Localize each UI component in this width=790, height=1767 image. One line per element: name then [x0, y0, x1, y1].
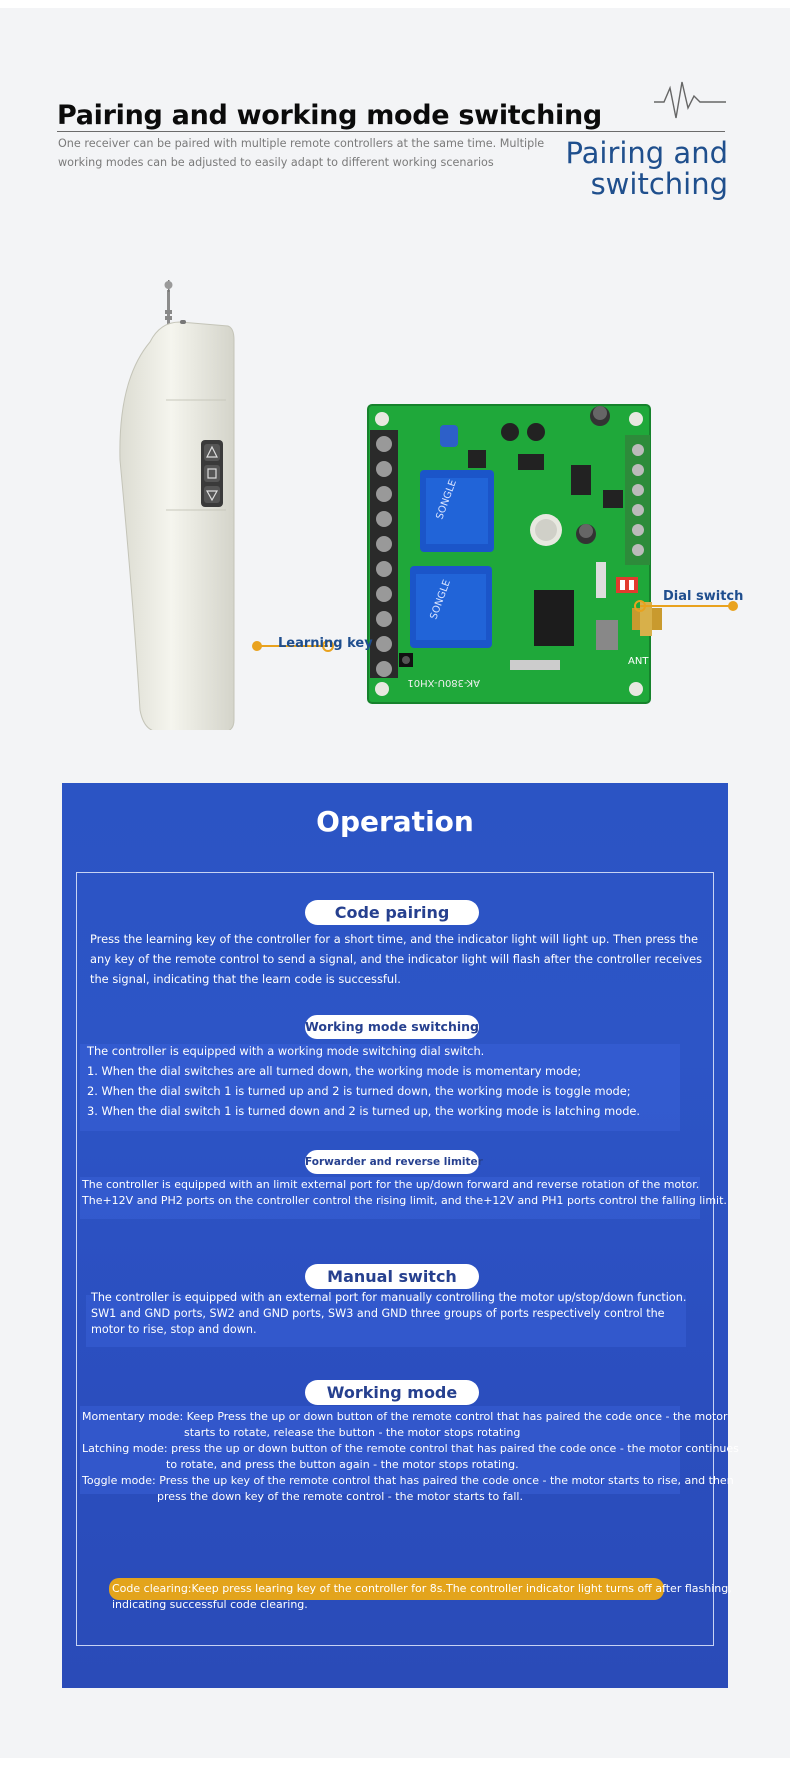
- learning-key-label: Learning key: [278, 636, 373, 651]
- top-strip: [0, 0, 790, 8]
- pulse-line-icon: [654, 78, 726, 120]
- toggle-mode-line-2: press the down key of the remote control - the motor starts to fall.: [157, 1490, 523, 1503]
- page-subtitle: One receiver can be paired with multiple remote controllers at the same time. Multiple working modes can be adjusted to easily adapt to different working scenarios: [58, 137, 545, 169]
- limiter-line-1: The controller is equipped with an limit external port for the up/down forward and reverse rotation of the motor.: [82, 1178, 700, 1191]
- relay-brand-1: SONGLE: [434, 478, 459, 522]
- mode-switching-item-1: 1. When the dial switches are all turned down, the working mode is momentary mode;: [87, 1064, 582, 1078]
- momentary-mode-line-1: Momentary mode: Keep Press the up or down button of the remote control that has paired the code once - the motor: [82, 1410, 728, 1423]
- code-clearing-line-1: Code clearing:Keep press learing key of the controller for 8s.The controller indicator light turns off after flashing,: [112, 1582, 732, 1595]
- code-pairing-heading: Code pairing: [305, 900, 479, 925]
- ant-label: ANT: [628, 656, 649, 667]
- manual-switch-text: The controller is equipped with an external port for manually controlling the motor up/stop/down function. SW1 and GND ports, SW2 and GND ports, SW3 and GND three groups of ports respectively control the motor to rise, stop and down.: [91, 1291, 687, 1336]
- limiter-line-2: The+12V and PH2 ports on the controller control the rising limit, and the+12V and PH1 ports control the falling limit.: [82, 1194, 727, 1207]
- mode-switching-item-3: 3. When the dial switch 1 is turned down and 2 is turned up, the working mode is latching mode.: [87, 1104, 641, 1118]
- receiver-board-image: [368, 405, 662, 703]
- limiter-heading: Forwarder and reverse limiter: [305, 1150, 479, 1174]
- working-mode-heading: Working mode: [305, 1380, 479, 1405]
- latching-mode-line-1: Latching mode: press the up or down button of the remote control that has paired the code once - the motor continues: [82, 1442, 739, 1455]
- mode-switching-heading: Working mode switching: [305, 1015, 479, 1039]
- product-drawing: [110, 280, 750, 730]
- latching-mode-line-2: to rotate, and press the button again - the motor stops rotating.: [166, 1458, 519, 1471]
- side-title-line1: Pairing and: [565, 136, 728, 170]
- toggle-mode-line-1: Toggle mode: Press the up key of the remote control that has paired the code once - the motor starts to rise, and then: [82, 1474, 734, 1487]
- manual-switch-heading: Manual switch: [305, 1264, 479, 1289]
- side-title-line2: switching: [590, 167, 728, 201]
- code-pairing-text: Press the learning key of the controller for a short time, and the indicator light will light up. Then press the any key of the remote control to send a signal, and the indicator light will flash after the controller receives the signal, indicating that the learn code is successful.: [90, 932, 703, 986]
- operation-title: Operation: [316, 805, 474, 838]
- page-title: Pairing and working mode switching: [57, 100, 602, 131]
- mode-switching-intro: The controller is equipped with a working mode switching dial switch.: [87, 1044, 485, 1058]
- relay-brand-2: SONGLE: [428, 578, 453, 622]
- dial-switch-label: Dial switch: [663, 589, 744, 604]
- header-divider: [57, 131, 725, 132]
- momentary-mode-line-2: starts to rotate, release the button - the motor stops rotating: [184, 1426, 521, 1439]
- side-title: [565, 138, 728, 200]
- product-illustration: [110, 280, 750, 730]
- board-marking: AK-380U-XH01: [407, 677, 480, 688]
- remote-control-image: [120, 280, 234, 730]
- bottom-strip: [0, 1758, 790, 1767]
- operation-panel: [62, 783, 739, 1688]
- code-clearing-line-2: indicating successful code clearing.: [112, 1598, 308, 1611]
- mode-switching-item-2: 2. When the dial switch 1 is turned up and 2 is turned down, the working mode is toggle mode;: [87, 1084, 631, 1098]
